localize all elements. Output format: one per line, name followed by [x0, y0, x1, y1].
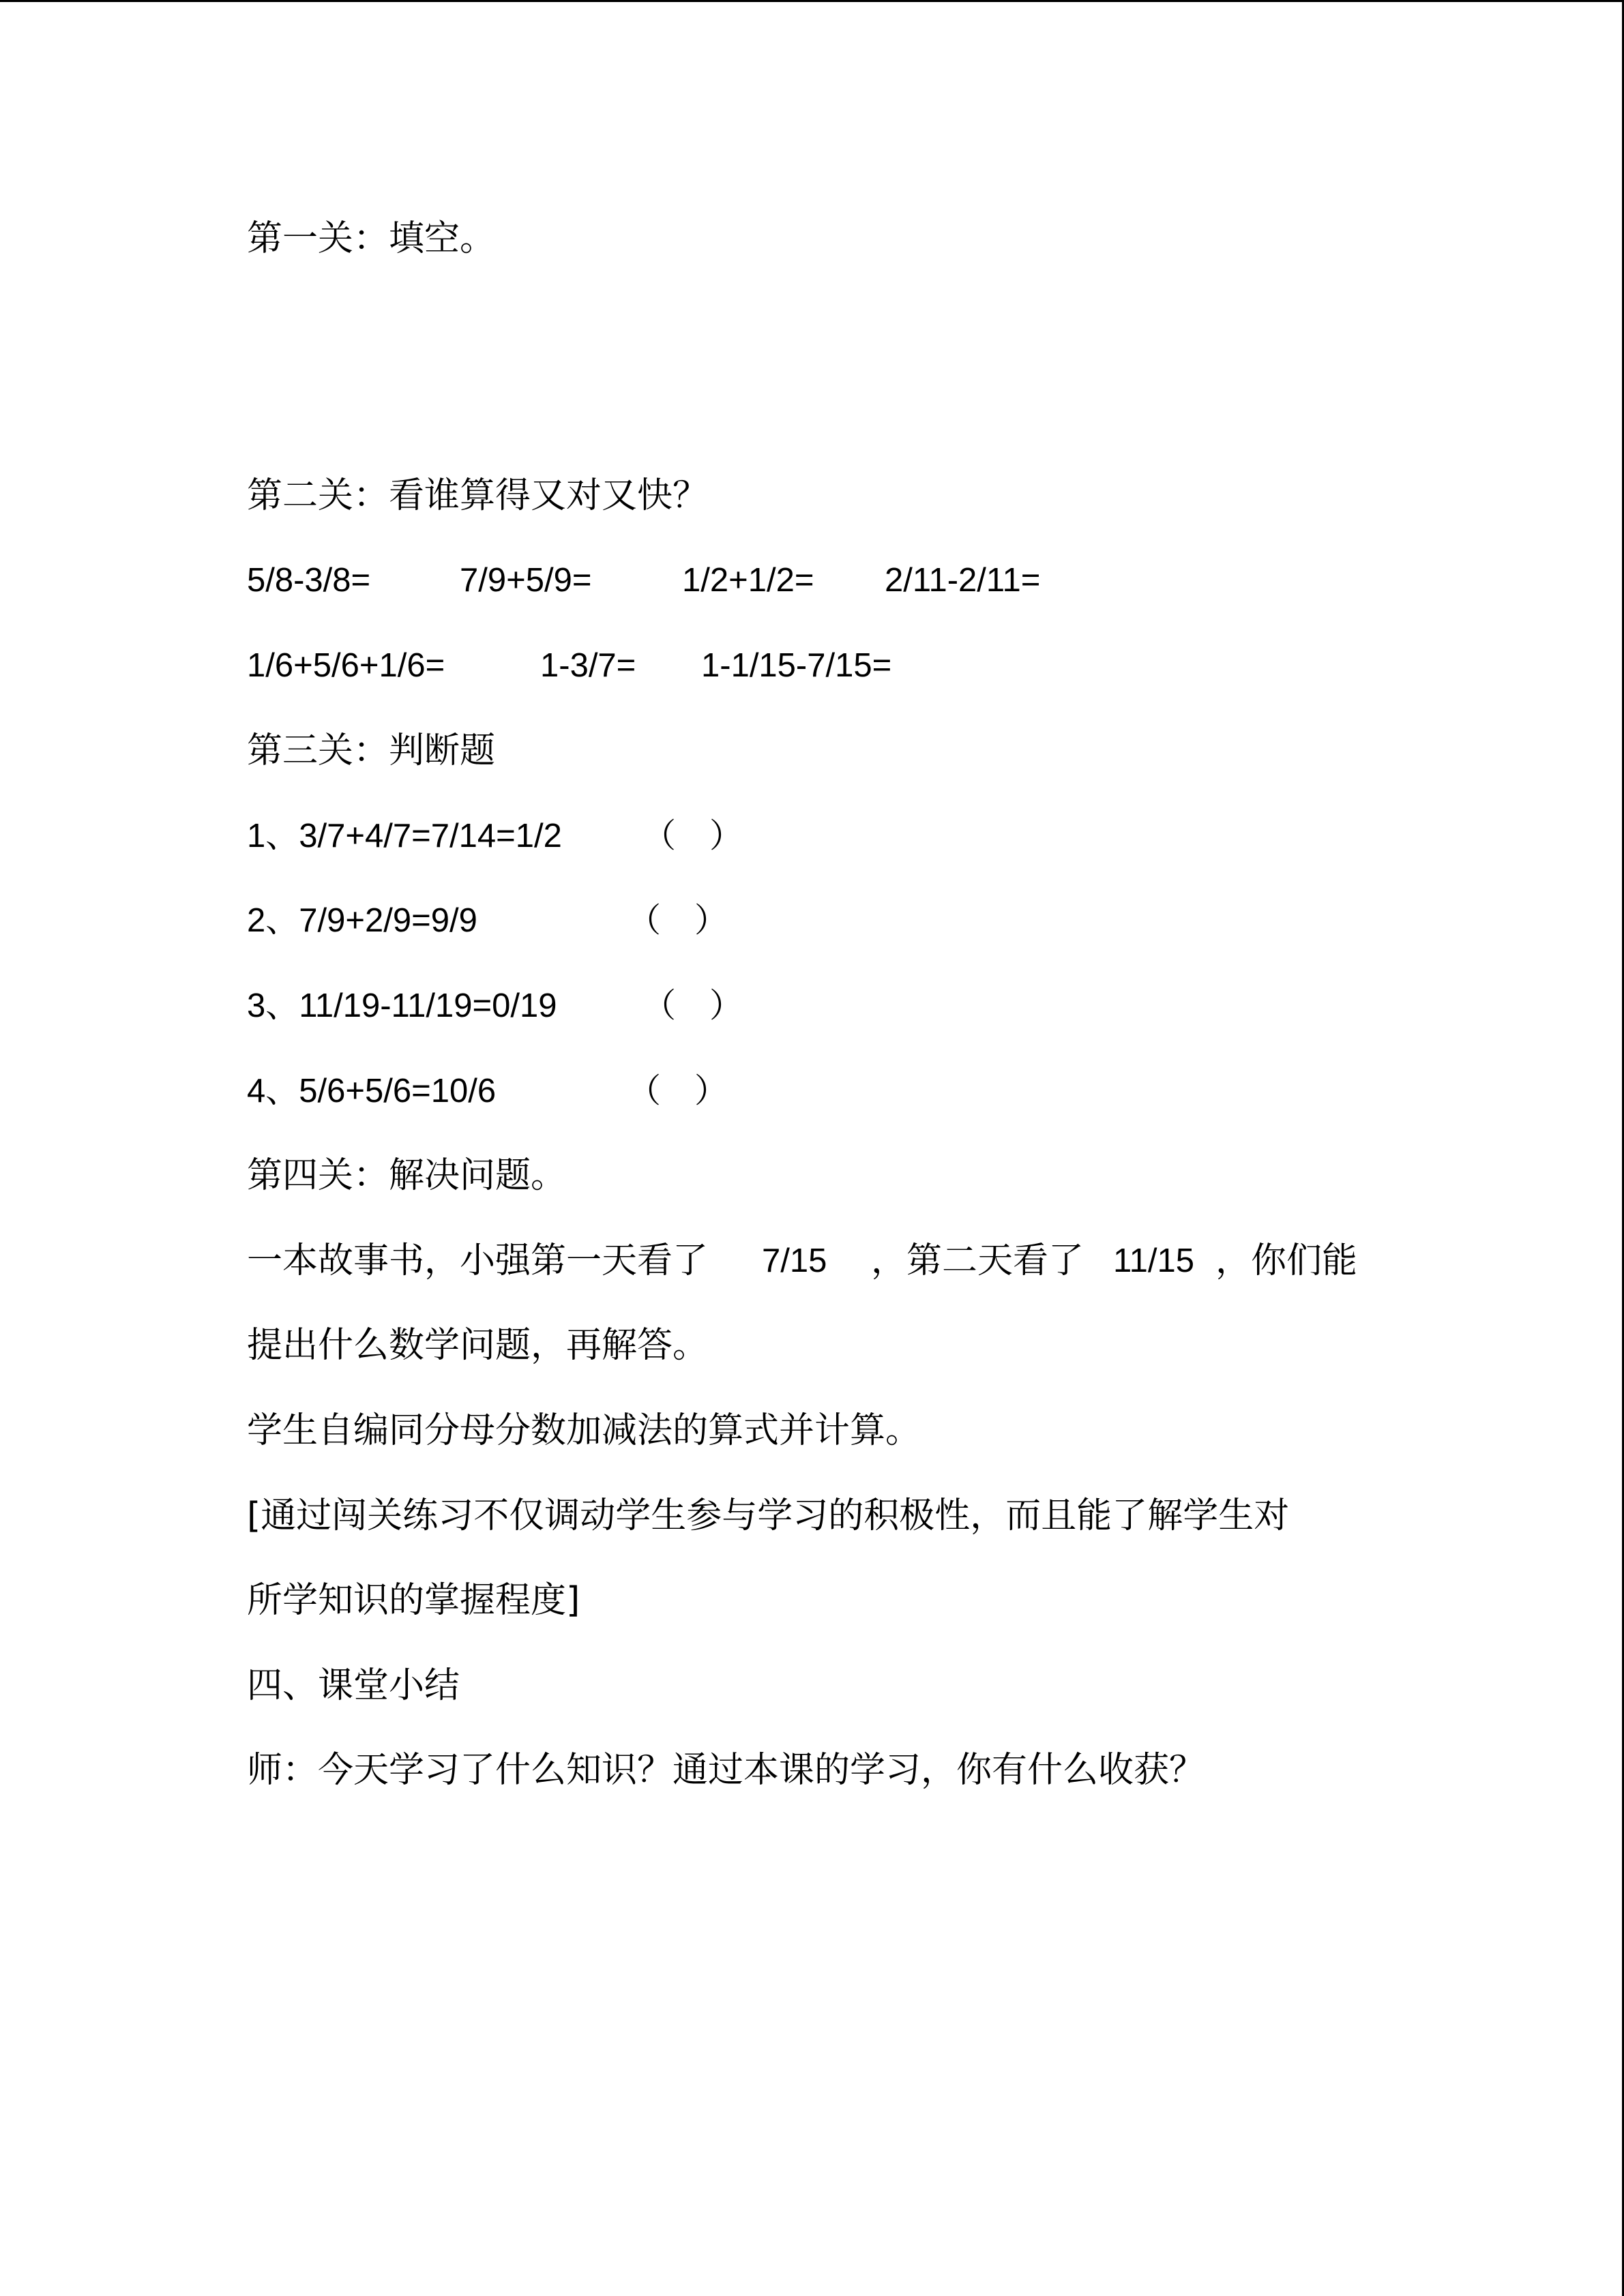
judge-statement: 4、5/6+5/6=10/6 [247, 1073, 497, 1109]
answer-parentheses: （ ） [628, 902, 728, 939]
calc-row-2 [247, 642, 1406, 689]
section4-title: 四、课堂小结 [247, 1665, 460, 1706]
problem-line-2: 提出什么数学问题，再解答。 [247, 1325, 709, 1366]
answer-parentheses: （ ） [643, 987, 743, 1024]
problem-line-1 [247, 1237, 1406, 1285]
problem-text: ，你们能 [1215, 1240, 1358, 1281]
calc-item: 1-3/7= [540, 647, 636, 684]
level1-title: 第一关：填空。 [247, 218, 496, 259]
calc-item: 1-1/15-7/15= [701, 647, 892, 684]
judge-item-3 [247, 982, 1406, 1030]
problem-text: 一本故事书，小强第一天看了 [247, 1240, 709, 1281]
note-line-1: [通过闯关练习不仅调动学生参与学习的积极性，而且能了解学生对 [247, 1495, 1290, 1536]
calc-row-1 [247, 556, 1406, 604]
answer-parentheses: （ ） [628, 1073, 728, 1109]
problem-fraction: 7/15 [762, 1242, 827, 1279]
self-compose-text: 学生自编同分母分数加减法的算式并计算。 [247, 1410, 921, 1451]
judge-item-1 [247, 812, 1406, 860]
calc-item: 2/11-2/11= [885, 562, 1041, 599]
problem-fraction: 11/15 [1113, 1242, 1194, 1279]
teacher-question: 师：今天学习了什么知识？通过本课的学习，你有什么收获？ [247, 1750, 1205, 1791]
judge-item-4 [247, 1067, 1406, 1115]
page-border-top [0, 0, 1624, 2]
judge-statement: 1、3/7+4/7=7/14=1/2 [247, 818, 562, 854]
calc-item: 1/6+5/6+1/6= [247, 647, 445, 684]
problem-text: ，第二天看了 [871, 1240, 1084, 1281]
answer-parentheses: （ ） [643, 818, 743, 854]
level2-title: 第二关：看谁算得又对又快？ [247, 475, 709, 516]
level3-title: 第三关：判断题 [247, 730, 496, 771]
judge-statement: 2、7/9+2/9=9/9 [247, 902, 477, 939]
judge-statement: 3、11/19-11/19=0/19 [247, 987, 557, 1024]
calc-item: 7/9+5/9= [460, 562, 592, 599]
judge-item-2 [247, 897, 1406, 944]
level4-title: 第四关：解决问题。 [247, 1155, 567, 1196]
calc-item: 1/2+1/2= [682, 562, 814, 599]
calc-item: 5/8-3/8= [247, 562, 371, 599]
note-line-2: 所学知识的掌握程度] [247, 1580, 580, 1621]
